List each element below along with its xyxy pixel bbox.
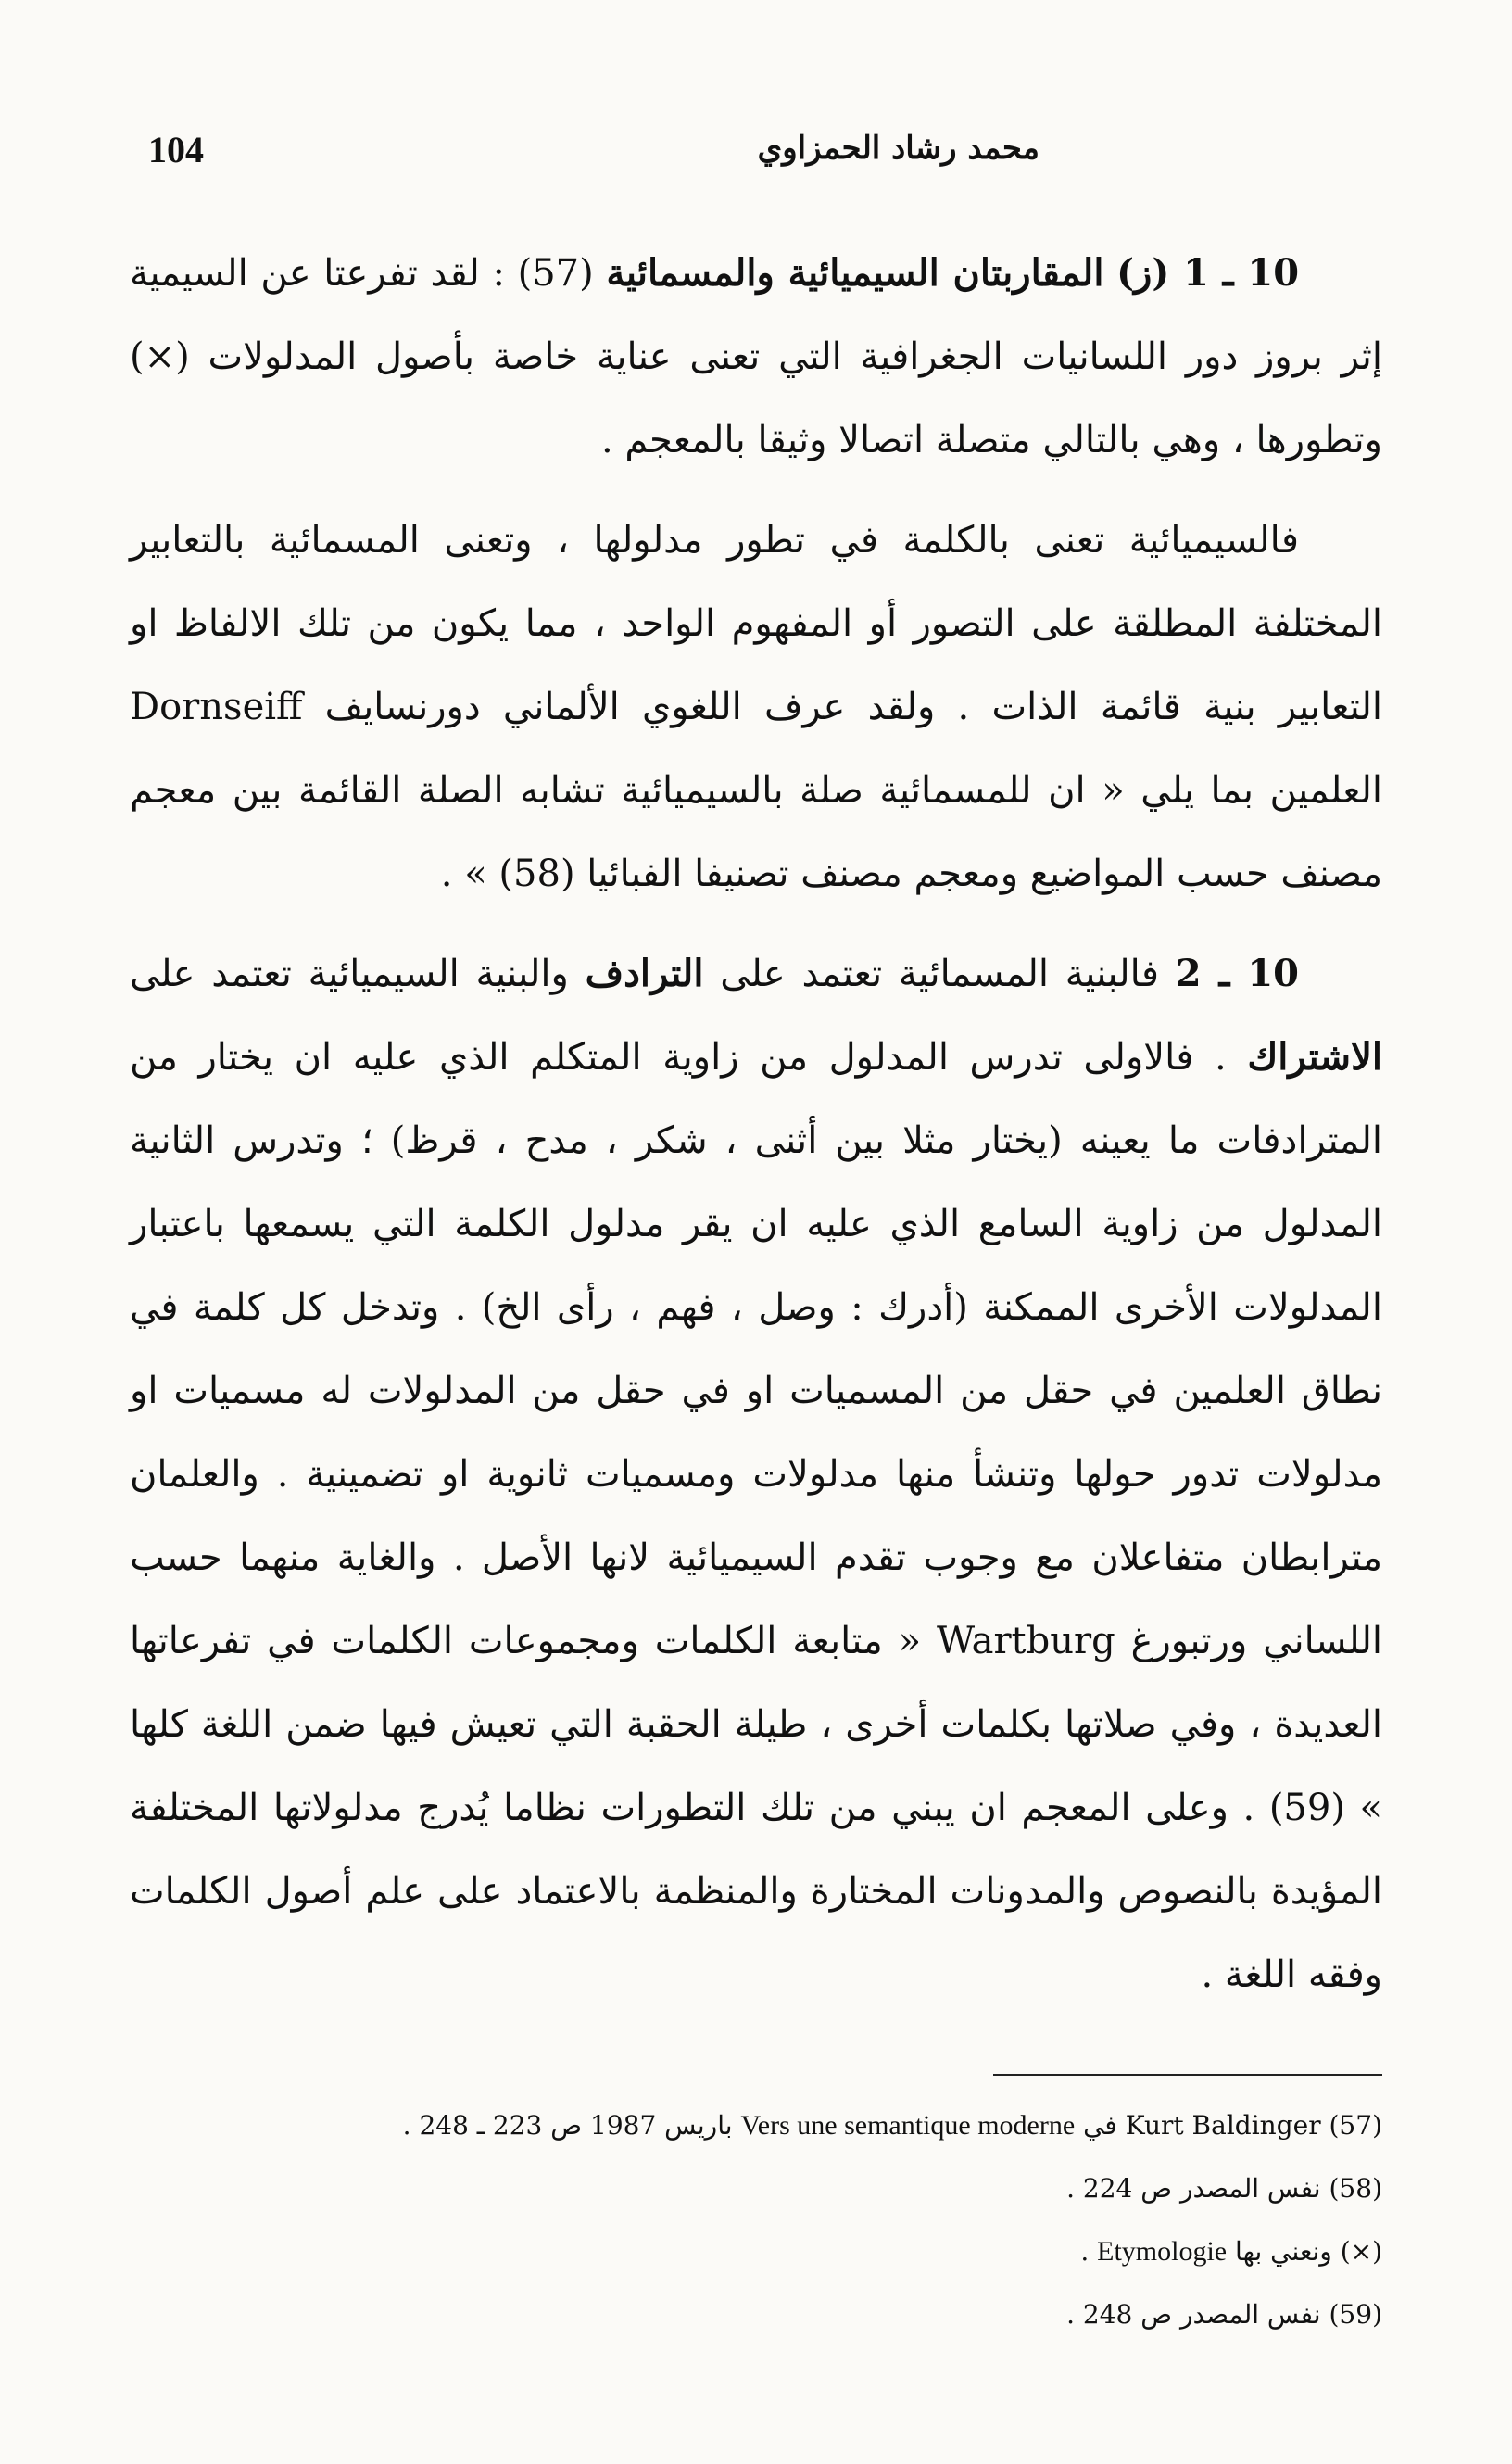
footnotes [130,2094,1382,2346]
footnote-latin: Etymologie [1097,2236,1228,2267]
running-head [148,128,1364,183]
footnote-text: Kurt Baldinger في [1083,2110,1321,2141]
running-title: محمد رشاد الحمزاوي [757,130,1040,167]
footnote-text: نفس المصدر ص 248 . [1066,2299,1321,2330]
footnote-mark: (59) [1329,2299,1382,2330]
paragraph-text: (57) : لقد تفرعتا عن السيمية إثر بروز دور اللسانيات الجغرافية التي تعنى عناية خاصة بأصول المدلولات (×) وتطورها ، وهي بالتالي متصلة اتصالا وثيقا بالمعجم . [130,252,1383,461]
footnote-57 [130,2094,1382,2157]
paragraph-lead: فالبنية المسمائية تعتمد على [720,953,1159,995]
term-polysemy: الاشتراك [1247,1035,1382,1079]
footnote-text: نفس المصدر ص 224 . [1066,2173,1321,2204]
section-heading: المقاربتان السيميائية والمسمائية [606,251,1104,295]
footnote-mark: (×) [1340,2236,1382,2267]
footnote-x [130,2220,1382,2283]
body-text [130,232,1382,2033]
paragraph-semantics [130,499,1382,916]
footnote-58 [130,2157,1382,2220]
paragraph-mid: والبنية السيميائية تعتمد على [130,953,569,995]
term-synonymy: الترادف [585,952,704,995]
footnote-latin: Vers une semantique moderne [740,2110,1076,2141]
footnote-text: باريس 1987 ص 223 ـ 248 . [402,2110,733,2141]
paragraph-text: فالسيميائية تعنى بالكلمة في تطور مدلولها ، وتعنى المسمائية بالتعابير المختلفة المطلقة على التصور أو المفهوم الواحد ، مما يكون من تلك الالفاظ او التعابير بنية قائمة الذات . ولقد عرف اللغوي الألماني دورنسايف Dornseiff العلمين بما يلي « ان للمسمائية صلة بالسيميائية تشابه الصلة القائمة بين معجم مصنف حسب المواضيع ومعجم مصنف تصنيفا الفبائيا (58) » . [130,519,1382,895]
section-number: 10 ـ 1 (ز) [1116,251,1300,295]
section-number: 10 ـ 2 [1175,952,1299,995]
footnote-text: ونعني بها [1235,2236,1332,2267]
footnote-mark: (57) [1329,2110,1382,2141]
footnote-rule [993,2074,1382,2076]
paragraph-text: . فالاولى تدرس المدلول من زاوية المتكلم الذي عليه ان يختار من المترادفات ما يعينه (يختار مثلا بين أثنى ، شكر ، مدح ، قرظ) ؛ وتدرس الثانية المدلول من زاوية السامع الذي عليه ان يقر مدلول الكلمة التي يسمعها باعتبار المدلولات الأخرى الممكنة (أدرك : وصل ، فهم ، رأى الخ) . وتدخل كل كلمة في نطاق العلمين في حقل من المسميات او في حقل من المدلولات له مسميات او مدلولات تدور حولها وتنشأ منها مدلولات ومسميات ثانوية او تضمينية . والعلمان مترابطان متفاعلان مع وجوب تقدم السيميائية لانها الأصل . والغاية منهما حسب اللساني ورتبورغ Wartburg « متابعة الكلمات ومجموعات الكلمات في تفرعاتها العديدة ، وفي صلاتها بكلمات أخرى ، طيلة الحقبة التي تعيش فيها ضمن اللغة كلها » (59) . وعلى المعجم ان يبني من تلك التطورات نظاما يُدرج مدلولاتها المختلفة المؤيدة بالنصوص والمدونات المختارة والمنظمة بالاعتماد على علم أصول الكلمات وفقه اللغة . [130,1036,1383,1996]
paragraph-10-2 [130,932,1382,2016]
paragraph-10-1 [130,232,1382,482]
page-number: 104 [148,129,204,171]
footnote-mark: (58) [1329,2173,1382,2204]
footnote-59 [130,2283,1382,2346]
footnote-text: . [1080,2236,1090,2267]
